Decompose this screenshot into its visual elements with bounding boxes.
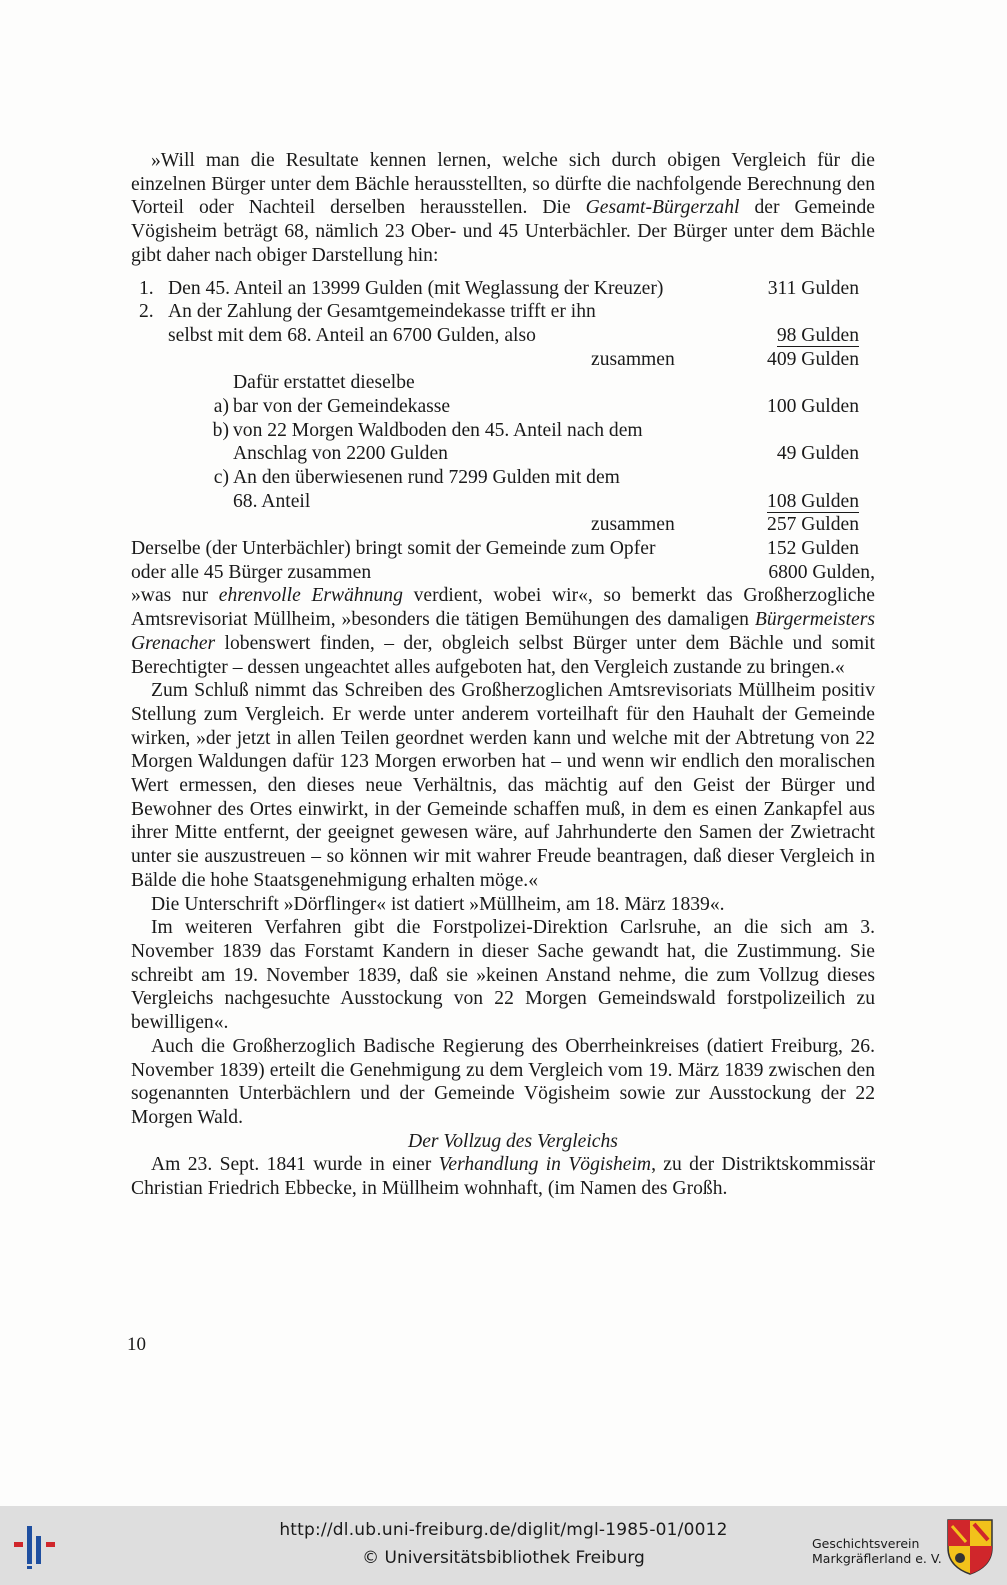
paragraph: »Will man die Resultate kennen lernen, welche sich durch obigen Vergleich für die einzelnen Bürger unter dem Bächle herausstellten, so dürfte die nachfolgende Berechnung den Vorteil oder Nachteil derselben herausstellen. Die Gesamt-Bürgerzahl der Gemeinde Vögisheim beträgt 68, nämlich 23 Ober- und 45 Unterbächler. Der Bürger unter dem Bächle gibt daher nach obiger Darstellung hin: bbox=[131, 150, 875, 266]
coat-of-arms-icon bbox=[944, 1516, 996, 1576]
copyright-text: © Universitätsbibliothek Freiburg bbox=[362, 1548, 645, 1568]
emphasis: Bürgermeisters Grenacher bbox=[131, 609, 875, 654]
paragraph: Im weiteren Verfahren gibt die Forstpolizei-Direktion Carlsruhe, an die sich am 3. November 1839 das Forstamt Kandern in dieser Sache gewandt hat, die Zustimmung. Sie schreibt am 19. November 1839, daß sie »keinen Anstand nehme, die zum Vollzug dieses Vergleichs nachgesuchte Ausstockung von 22 Morgen Gemeindswald forstpolizeilich zu bewilligen«. bbox=[131, 917, 875, 1034]
calc-row: oder alle 45 Bürger zusammen 6800 Gulden, bbox=[131, 561, 875, 583]
calc-row: 68. Anteil 108 Gulden bbox=[233, 490, 859, 512]
emphasis: ehrenvolle Erwähnung bbox=[218, 585, 403, 607]
calc-row: 2. An der Zahlung der Gesamtgemeindekasse trifft er ihn bbox=[139, 301, 596, 323]
paragraph: Zum Schluß nimmt das Schreiben des Großherzoglichen Amtsrevisoriats Müllheim positiv Stellung zum Vergleich. Er werde unter anderem vorteilhaft für den Hauhalt der Gemeinde wirken, »der jetzt in allen Teilen geordnet werden kann und welche mit der Abtretung von 22 Morgen Waldungen dafür 123 Morgen erworben hat – und wenn wir endlich den moralischen Wert ermessen, den dieses neue Verhältnis, das mächtig auf den Geist der Bürger und Bewohner des Ortes einwirkt, in der Gemeinde schaffen muß, in dem es einen Zankapfel aus ihrer Mitte entfernt, der geeignet gewesen wäre, auf Jahrhunderte den Samen der Zwietracht unter sie auszustreuen – so können wir mit wahrer Freude beantragen, daß dieser Vergleich in Bälde die hohe Staatsgenehmigung erhalten möge.« bbox=[131, 680, 875, 891]
footer-bar bbox=[0, 1506, 1007, 1585]
paragraph: Auch die Großherzoglich Badische Regierung des Oberrheinkreises (datiert Freiburg, 26. November 1839) erteilt die Genehmigung zu dem Vergleich vom 19. März 1839 zwischen den sogenannten Unterbächlern und der Gemeinde Vögisheim sowie zur Ausstockung der 22 Morgen Wald. bbox=[131, 1035, 875, 1128]
calc-row: Dafür erstattet dieselbe bbox=[233, 372, 415, 394]
paragraph: »was nur ehrenvolle Erwähnung verdient, wobei wir«, so bemerkt das Großherzogliche Amtsrevisoriat Müllheim, »besonders die tätigen Bemühungen des damaligen Bürgermeisters Grenacher lobenswert finden, – der, obgleich selbst Bürger unter dem Bächle und somit Berechtigter – dessen ungeachtet alles aufgeboten hat, den Vergleich zustande zu bringen.« bbox=[131, 585, 875, 678]
calc-row: a) bar von der Gemeindekasse 100 Gulden bbox=[213, 395, 859, 417]
calc-row-total: zusammen 257 Gulden bbox=[591, 514, 859, 536]
paragraph: Die Unterschrift »Dörflinger« ist datiert »Müllheim, am 18. März 1839«. bbox=[151, 893, 725, 915]
calc-row-total: zusammen 409 Gulden bbox=[591, 348, 859, 370]
calc-row: Anschlag von 2200 Gulden 49 Gulden bbox=[233, 443, 859, 465]
calc-row: Derselbe (der Unterbächler) bringt somit der Gemeinde zum Opfer 152 Gulden bbox=[131, 538, 859, 560]
calculation-table bbox=[131, 277, 875, 585]
section-heading: Der Vollzug des Vergleichs bbox=[408, 1130, 618, 1152]
society-name: Geschichtsverein Markgräflerland e. V. bbox=[812, 1536, 942, 1566]
page-number: 10 bbox=[127, 1334, 146, 1355]
source-url-link[interactable]: http://dl.ub.uni-freiburg.de/diglit/mgl-1985-01/0012 bbox=[279, 1520, 728, 1540]
calc-row: c) An den überwiesenen rund 7299 Gulden mit dem bbox=[213, 467, 620, 489]
emphasis: Gesamt-Bürgerzahl bbox=[585, 197, 740, 219]
body-text bbox=[131, 149, 875, 1201]
paragraph: Am 23. Sept. 1841 wurde in einer Verhandlung in Vögisheim, zu der Distriktskommissär Christian Friedrich Ebbecke, in Müllheim wohnhaft, (im Namen des Großh. bbox=[131, 1154, 876, 1200]
emphasis: Verhandlung in Vögisheim bbox=[438, 1154, 652, 1176]
calc-row: selbst mit dem 68. Anteil an 6700 Gulden, also 98 Gulden bbox=[168, 324, 859, 346]
calc-row: 1. Den 45. Anteil an 13999 Gulden (mit Weglassung der Kreuzer) 311 Gulden bbox=[139, 277, 859, 299]
calc-row: b) von 22 Morgen Waldboden den 45. Anteil nach dem bbox=[212, 419, 643, 441]
